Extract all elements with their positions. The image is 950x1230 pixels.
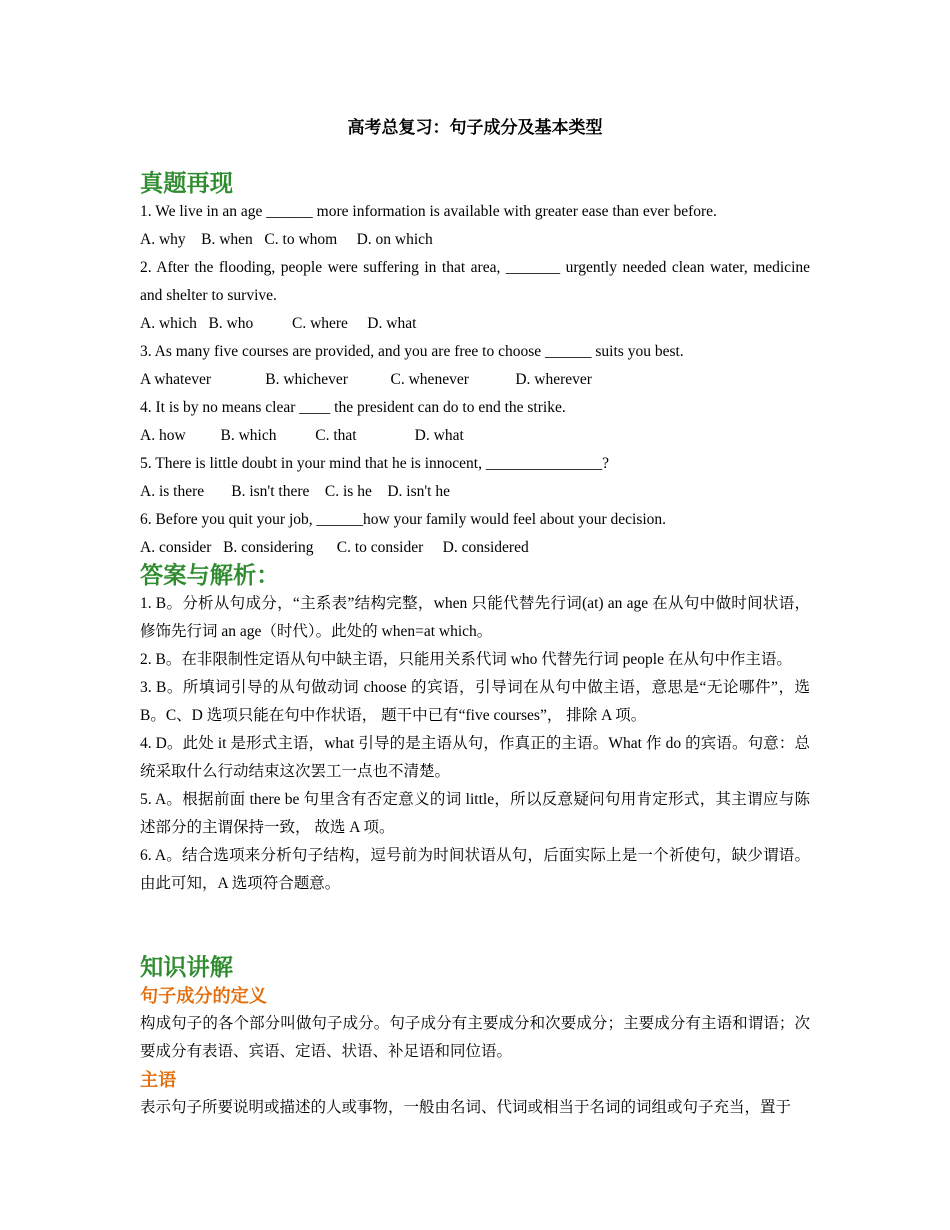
definition-paragraph: 构成句子的各个部分叫做句子成分。句子成分有主要成分和次要成分；主要成分有主语和谓语；次要成分有表语、宾语、定语、状语、补足语和同位语。 [140, 1015, 810, 1060]
answer-item: 1. B。分析从句成分，“主系表”结构完整，when 只能代替先行词(at) an age 在从句中做时间状语，修饰先行词 an age（时代）。此处的 when=at which。 [140, 595, 810, 640]
section-heading-real-questions: 真题再现 [140, 171, 234, 197]
question-stem: 1. We live in an age ______ more information is available with greater ease than ever before. [140, 203, 717, 220]
document-title: 高考总复习：句子成分及基本类型 [347, 118, 603, 137]
question-stem: 6. Before you quit your job, ______how your family would feel about your decision. [140, 511, 667, 528]
question-options: A. why B. when C. to whom D. on which [140, 231, 433, 248]
question-stem: 4. It is by no means clear ____ the president can do to end the strike. [140, 399, 566, 416]
question-stem: 5. There is little doubt in your mind that he is innocent, _______________? [140, 455, 609, 472]
answer-list [140, 590, 810, 898]
answer-item: 4. D。此处 it 是形式主语，what 引导的是主语从句，作真正的主语。What 作 do 的宾语。句意：总统采取什么行动结束这次罢工一点也不清楚。 [140, 735, 810, 780]
answer-item: 3. B。所填词引导的从句做动词 choose 的宾语，引导词在从句中做主语，意思是“无论哪件”，选 B。C、D 选项只能在句中作状语， 题干中已有“five courses”， 排除 A 项。 [140, 679, 810, 724]
question-options: A. which B. who C. where D. what [140, 315, 417, 332]
answer-item: 5. A。根据前面 there be 句里含有否定意义的词 little，所以反意疑问句用肯定形式，其主谓应与陈述部分的主谓保持一致， 故选 A 项。 [140, 791, 810, 836]
document-page [140, 114, 810, 1122]
question-options: A whatever B. whichever C. whenever D. wherever [140, 371, 592, 388]
section-heading-knowledge: 知识讲解 [140, 955, 234, 981]
subheading-definition: 句子成分的定义 [140, 986, 267, 1006]
question-options: A. consider B. considering C. to consider D. considered [140, 539, 529, 556]
question-options: A. is there B. isn't there C. is he D. isn't he [140, 483, 450, 500]
section-heading-answers: 答案与解析： [140, 563, 280, 589]
answer-item: 2. B。在非限制性定语从句中缺主语，只能用关系代词 who 代替先行词 people 在从句中作主语。 [140, 651, 792, 668]
subject-paragraph: 表示句子所要说明或描述的人或事物，一般由名词、代词或相当于名词的词组或句子充当，置于 [140, 1099, 792, 1116]
question-options: A. how B. which C. that D. what [140, 427, 464, 444]
question-list [140, 198, 810, 562]
answer-item: 6. A。结合选项来分析句子结构，逗号前为时间状语从句，后面实际上是一个祈使句，缺少谓语。由此可知，A 选项符合题意。 [140, 847, 810, 892]
question-stem: 3. As many five courses are provided, and you are free to choose ______ suits you best. [140, 343, 684, 360]
subheading-subject: 主语 [140, 1070, 177, 1090]
question-stem: 2. After the flooding, people were suffering in that area, _______ urgently needed clean water, medicine and shelter to survive. [140, 259, 810, 304]
section-spacer [140, 898, 810, 954]
